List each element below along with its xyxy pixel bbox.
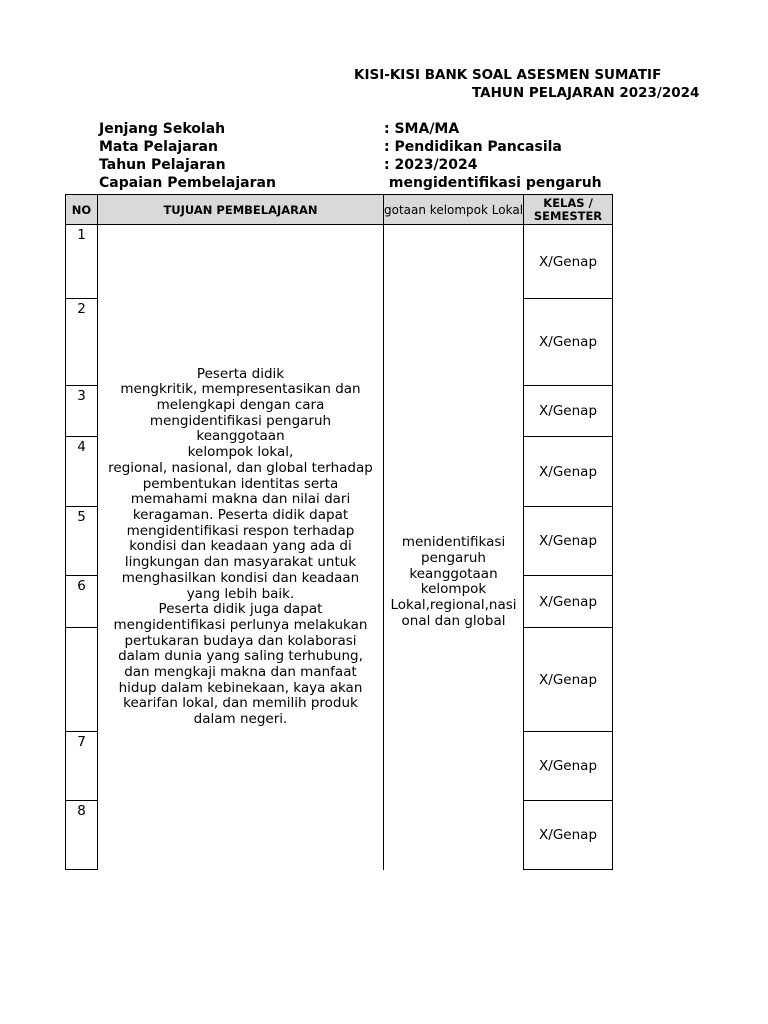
info-label-tahun: Tahun Pelajaran	[99, 157, 226, 173]
document-subtitle: TAHUN PELAJARAN 2023/2024	[472, 85, 700, 101]
tujuan-pembelajaran-cell	[98, 225, 384, 870]
materi-text: menidentifikasi pengaruh keanggotaan kelompok Lokal,regional,nasi onal dan global	[390, 534, 517, 629]
info-value-capaian: mengidentifikasi pengaruh	[384, 175, 602, 191]
kelas-cell: X/Genap	[524, 299, 613, 386]
kelas-cell: X/Genap	[524, 507, 613, 576]
info-label-mapel: Mata Pelajaran	[99, 139, 218, 155]
kelas-cell: X/Genap	[524, 628, 613, 732]
row-number: 8	[66, 801, 98, 870]
info-label-jenjang: Jenjang Sekolah	[99, 121, 226, 137]
info-value-tahun: : 2023/2024	[384, 157, 478, 173]
row-number: 1	[66, 225, 98, 299]
kelas-cell: X/Genap	[524, 732, 613, 801]
header-materi: gotaan kelompok Lokal	[384, 195, 524, 225]
kelas-cell: X/Genap	[524, 801, 613, 870]
row-number: 2	[66, 299, 98, 386]
row-number	[66, 628, 98, 732]
materi-cell	[384, 225, 524, 870]
row-number: 5	[66, 507, 98, 576]
kelas-cell: X/Genap	[524, 576, 613, 628]
header-kelas: KELAS / SEMESTER	[524, 195, 613, 225]
info-label-capaian: Capaian Pembelajaran	[99, 175, 276, 191]
kelas-cell: X/Genap	[524, 437, 613, 507]
document-title: KISI-KISI BANK SOAL ASESMEN SUMATIF	[354, 67, 662, 83]
info-value-jenjang: : SMA/MA	[384, 121, 460, 137]
header-tujuan: TUJUAN PEMBELAJARAN	[98, 195, 384, 225]
row-number: 6	[66, 576, 98, 628]
row-number: 4	[66, 437, 98, 507]
row-number: 3	[66, 386, 98, 437]
kisi-kisi-table	[65, 194, 613, 870]
header-no: NO	[66, 195, 98, 225]
kelas-cell: X/Genap	[524, 386, 613, 437]
info-value-mapel: : Pendidikan Pancasila	[384, 139, 562, 155]
row-number: 7	[66, 732, 98, 801]
kelas-cell: X/Genap	[524, 225, 613, 299]
tujuan-text: Peserta didik mengkritik, mempresentasikan dan melengkapi dengan cara mengidentifikasi pengaruh keanggotaan kelompok lokal, regional, nasional, dan global terhadap pembentukan identitas serta memahami makna dan nilai dari keragaman. Peserta didik dapat mengidentifikasi respon terhadap kondisi dan keadaan yang ada di lingkungan dan masyarakat untuk menghasilkan kondisi dan keadaan yang lebih baik. Peserta didik juga dapat mengidentifikasi perlunya melakukan pertukaran budaya dan kolaborasi dalam dunia yang saling terhubung, dan mengkaji makna dan manfaat hidup dalam kebinekaan, kaya akan kearifan lokal, dan memilih produk dalam negeri.	[108, 365, 373, 728]
